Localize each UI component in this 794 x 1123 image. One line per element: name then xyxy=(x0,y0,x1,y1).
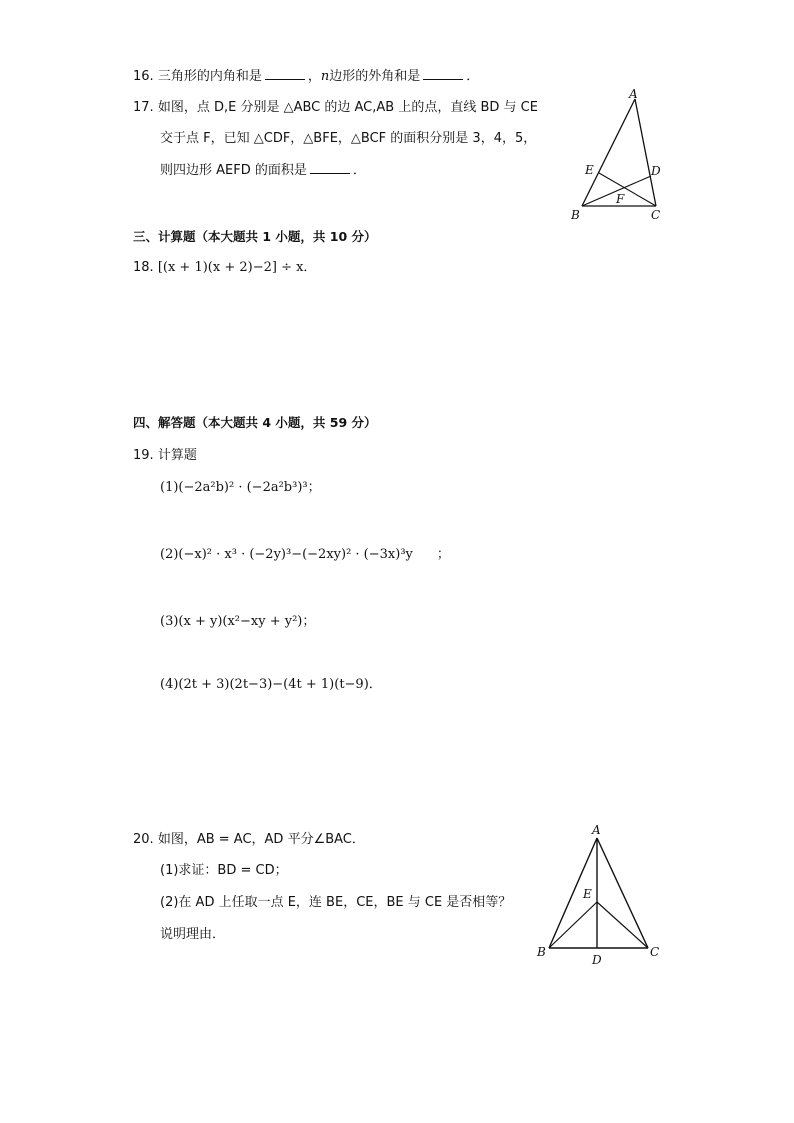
question-text: ， xyxy=(307,69,321,84)
question-20-line3: (2)在 AD 上任取一点 E，连 BE，CE，BE 与 CE 是否相等？ xyxy=(160,895,512,910)
question-text: 如图，点 D,E 分别是 △ABC 的边 AC,AB 上的点，直线 BD 与 CE xyxy=(157,100,538,115)
label-d: D xyxy=(592,953,602,967)
math-variable: n xyxy=(320,69,330,84)
math-expression: [(x + 1)(x + 2)−2] ÷ x． xyxy=(157,260,317,275)
question-text: ． xyxy=(352,163,366,178)
label-a: A xyxy=(629,88,638,101)
question-20 xyxy=(133,831,365,849)
answer-blank[interactable] xyxy=(310,161,350,174)
side-ac xyxy=(635,99,656,206)
side-ab xyxy=(582,99,635,206)
question-text: ． xyxy=(466,69,480,84)
label-f: F xyxy=(616,192,625,206)
question-20-line2: (1)求证：BD = CD； xyxy=(160,863,288,878)
label-c: C xyxy=(650,945,660,959)
question-text: 交于点 F，已知 △CDF，△BFE，△BCF 的面积分别是 3，4，5， xyxy=(160,131,537,146)
question-19-part-4: (4)(2t + 3)(2t−3)−(4t + 1)(t−9)． xyxy=(160,677,382,692)
question-18 xyxy=(133,259,316,277)
label-d: D xyxy=(651,164,661,178)
question-19-part-2 xyxy=(160,546,450,564)
math-expression: (2)(−x)² · x³ · (−2y)³−(−2xy)² · (−3x)³y xyxy=(160,547,413,562)
question-17-line2 xyxy=(160,130,536,148)
question-number: 17. xyxy=(133,100,154,115)
question-number: 19. xyxy=(133,448,154,463)
label-b: B xyxy=(571,208,580,222)
question-20-line4: 说明理由． xyxy=(160,927,226,942)
answer-blank[interactable] xyxy=(423,67,463,80)
question-text: 边形的外角和是 xyxy=(329,69,421,84)
question-19-part-1: (1)(−2a²b)² · (−2a²b³)³； xyxy=(160,480,321,495)
question-17 xyxy=(133,99,538,117)
question-19 xyxy=(133,447,197,465)
label-c: C xyxy=(651,208,661,222)
question-text: 三角形的内角和是 xyxy=(157,69,262,84)
side-ac xyxy=(597,838,648,948)
segment-ce xyxy=(597,902,648,948)
question-19-part-3: (3)(x + y)(x²−xy + y²)； xyxy=(160,614,316,629)
triangle-figure-20 xyxy=(533,818,673,970)
question-number: 20. xyxy=(133,832,154,847)
question-text: 如图，AB = AC，AD 平分∠BAC． xyxy=(157,832,365,847)
section-heading-4: 四、解答题（本大题共 4 小题，共 59 分） xyxy=(133,415,377,430)
punctuation: ； xyxy=(436,547,450,562)
question-text: 则四边形 AEFD 的面积是 xyxy=(160,163,307,178)
segment-be xyxy=(549,902,597,948)
question-number: 18. xyxy=(133,260,154,275)
question-number: 16. xyxy=(133,69,154,84)
label-b: B xyxy=(537,945,546,959)
question-title: 计算题 xyxy=(157,448,197,463)
label-a: A xyxy=(592,823,601,837)
section-heading-3: 三、计算题（本大题共 1 小题，共 10 分） xyxy=(133,229,377,244)
question-16 xyxy=(133,67,479,86)
label-e: E xyxy=(585,163,594,177)
label-e: E xyxy=(583,887,592,901)
answer-blank[interactable] xyxy=(265,67,305,80)
triangle-figure-17 xyxy=(568,88,668,224)
question-17-line3 xyxy=(160,161,366,180)
